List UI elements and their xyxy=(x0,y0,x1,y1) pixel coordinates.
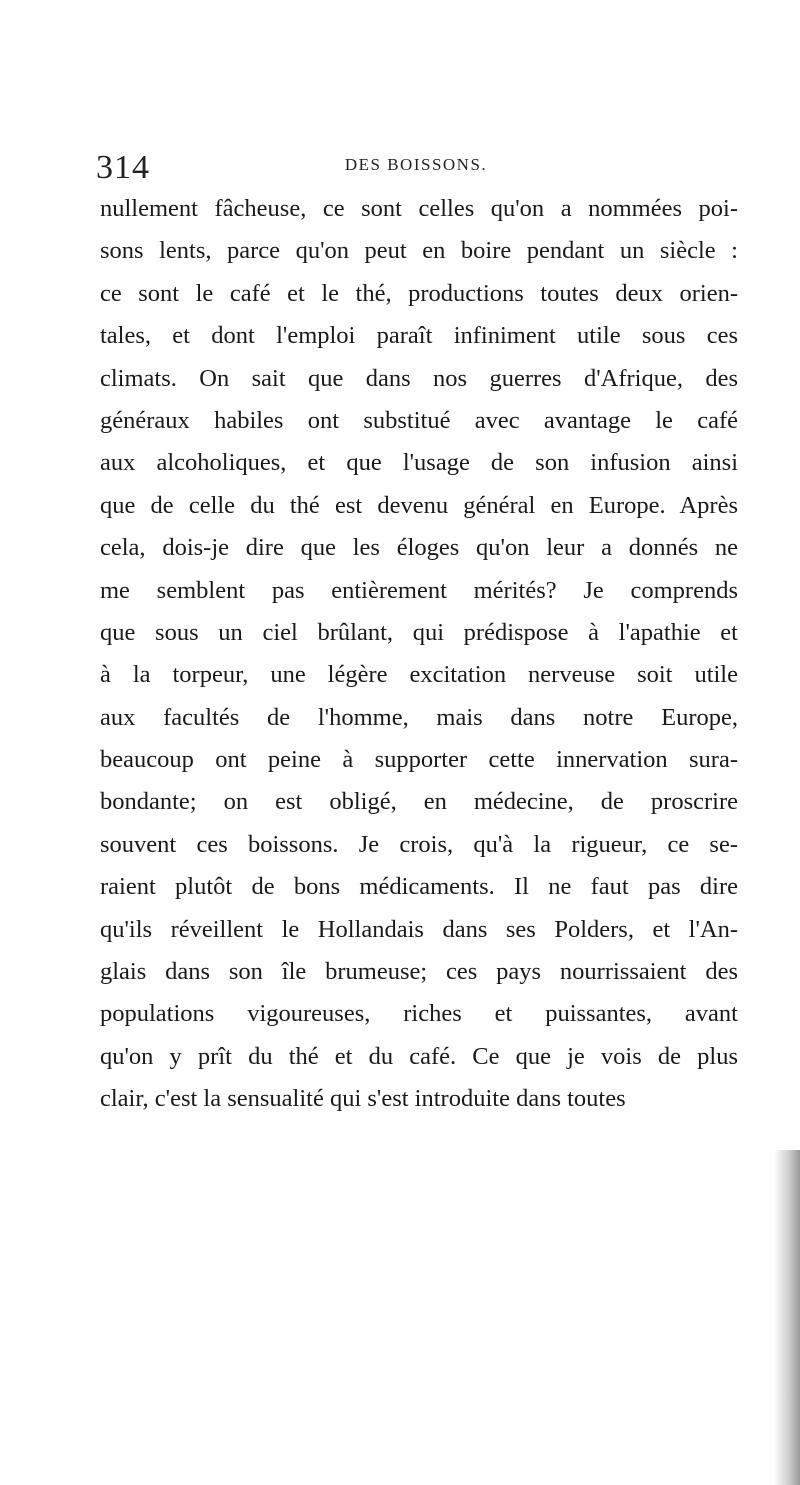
text-line: glais dans son île brumeuse; ces pays nourrissaient des xyxy=(100,958,738,986)
text-line: beaucoup ont peine à supporter cette innervation sura- xyxy=(100,746,738,774)
text-line: sons lents, parce qu'on peut en boire pendant un siècle : xyxy=(100,237,738,265)
text-line: qu'on y prît du thé et du café. Ce que je vois de plus xyxy=(100,1042,738,1070)
text-line: aux alcoholiques, et que l'usage de son infusion ainsi xyxy=(100,449,738,477)
page-header xyxy=(96,148,736,188)
text-line: bondante; on est obligé, en médecine, de proscrire xyxy=(100,788,738,816)
text-line: climats. On sait que dans nos guerres d'Afrique, des xyxy=(100,364,738,392)
body-text xyxy=(100,188,738,1121)
text-line: souvent ces boissons. Je crois, qu'à la rigueur, ce se- xyxy=(100,830,738,858)
text-line: qu'ils réveillent le Hollandais dans ses Polders, et l'An- xyxy=(100,915,738,943)
text-line: cela, dois-je dire que les éloges qu'on leur a donnés ne xyxy=(100,534,738,562)
page-number: 314 xyxy=(96,149,150,186)
text-line: nullement fâcheuse, ce sont celles qu'on a nommées poi- xyxy=(100,195,738,222)
text-line: à la torpeur, une légère excitation nerveuse soit utile xyxy=(100,661,738,689)
text-line: raient plutôt de bons médicaments. Il ne faut pas dire xyxy=(100,873,738,901)
text-line: clair, c'est la sensualité qui s'est introduite dans toutes xyxy=(100,1085,626,1113)
text-line: me semblent pas entièrement mérités? Je comprends xyxy=(100,576,738,604)
text-line: que sous un ciel brûlant, qui prédispose à l'apathie et xyxy=(100,618,738,646)
text-line: généraux habiles ont substitué avec avantage le café xyxy=(100,406,738,434)
text-line: que de celle du thé est devenu général en Europe. Après xyxy=(100,491,738,519)
text-line: populations vigoureuses, riches et puissantes, avant xyxy=(100,1000,738,1028)
text-line: tales, et dont l'emploi paraît infiniment utile sous ces xyxy=(100,322,738,350)
text-line: ce sont le café et le thé, productions toutes deux orien- xyxy=(100,279,738,307)
text-line: aux facultés de l'homme, mais dans notre Europe, xyxy=(100,703,738,731)
page-edge-shadow xyxy=(774,1150,800,1485)
running-title: DES BOISSONS. xyxy=(344,155,488,174)
